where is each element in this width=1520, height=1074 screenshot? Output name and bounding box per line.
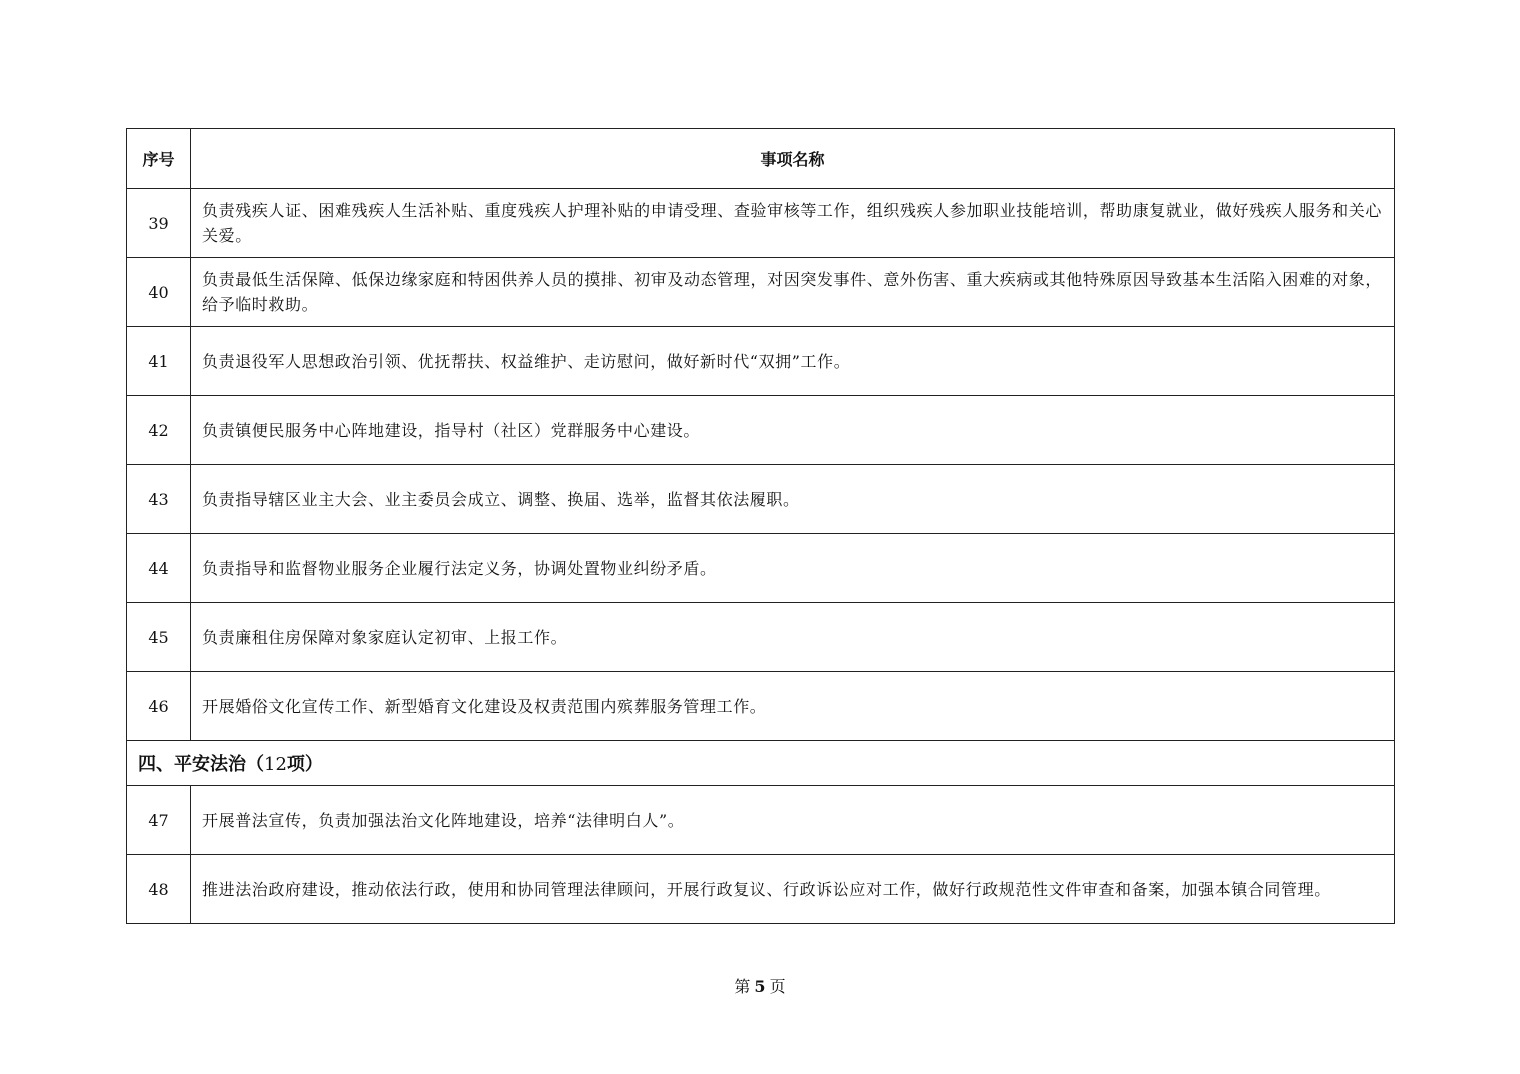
row-text: 负责指导辖区业主大会、业主委员会成立、调整、换届、选举，监督其依法履职。: [191, 465, 1395, 534]
row-text: 负责镇便民服务中心阵地建设，指导村（社区）党群服务中心建设。: [191, 396, 1395, 465]
header-item-name: 事项名称: [191, 129, 1395, 189]
section-heading: [127, 741, 1395, 786]
row-number: 45: [127, 603, 191, 672]
row-number: 47: [127, 786, 191, 855]
table-row: [127, 855, 1395, 924]
row-number: 39: [127, 189, 191, 258]
row-number: 48: [127, 855, 191, 924]
row-number: 41: [127, 327, 191, 396]
row-text: 负责退役军人思想政治引领、优抚帮扶、权益维护、走访慰问，做好新时代“双拥”工作。: [191, 327, 1395, 396]
section-suffix: 项）: [286, 754, 323, 775]
table-row: [127, 189, 1395, 258]
row-text: 负责最低生活保障、低保边缘家庭和特困供养人员的摸排、初审及动态管理，对因突发事件、意外伤害、重大疾病或其他特殊原因导致基本生活陷入困难的对象，给予临时救助。: [191, 258, 1395, 327]
footer-suffix: 页: [769, 977, 786, 996]
row-number: 43: [127, 465, 191, 534]
row-text: 负责指导和监督物业服务企业履行法定义务，协调处置物业纠纷矛盾。: [191, 534, 1395, 603]
section-title: 四、平安法治（: [138, 754, 264, 775]
table-row: [127, 534, 1395, 603]
row-number: 44: [127, 534, 191, 603]
page-footer: [0, 974, 1520, 997]
table-header-row: [127, 129, 1395, 189]
table-row: [127, 396, 1395, 465]
header-number: 序号: [127, 129, 191, 189]
section-heading-row: [127, 741, 1395, 786]
table-row: [127, 258, 1395, 327]
footer-prefix: 第: [734, 977, 751, 996]
table-row: [127, 786, 1395, 855]
table-row: [127, 327, 1395, 396]
row-text: 开展婚俗文化宣传工作、新型婚育文化建设及权责范围内殡葬服务管理工作。: [191, 672, 1395, 741]
table-row: [127, 672, 1395, 741]
table-row: [127, 603, 1395, 672]
row-text: 推进法治政府建设，推动依法行政，使用和协同管理法律顾问，开展行政复议、行政诉讼应对工作，做好行政规范性文件审查和备案，加强本镇合同管理。: [191, 855, 1395, 924]
row-text: 负责残疾人证、困难残疾人生活补贴、重度残疾人护理补贴的申请受理、查验审核等工作，组织残疾人参加职业技能培训，帮助康复就业，做好残疾人服务和关心关爱。: [191, 189, 1395, 258]
row-number: 40: [127, 258, 191, 327]
row-number: 46: [127, 672, 191, 741]
items-table: [126, 128, 1395, 924]
page-number: 5: [754, 977, 766, 996]
row-number: 42: [127, 396, 191, 465]
row-text: 负责廉租住房保障对象家庭认定初审、上报工作。: [191, 603, 1395, 672]
row-text: 开展普法宣传，负责加强法治文化阵地建设，培养“法律明白人”。: [191, 786, 1395, 855]
table-row: [127, 465, 1395, 534]
section-count: 12: [264, 754, 287, 775]
